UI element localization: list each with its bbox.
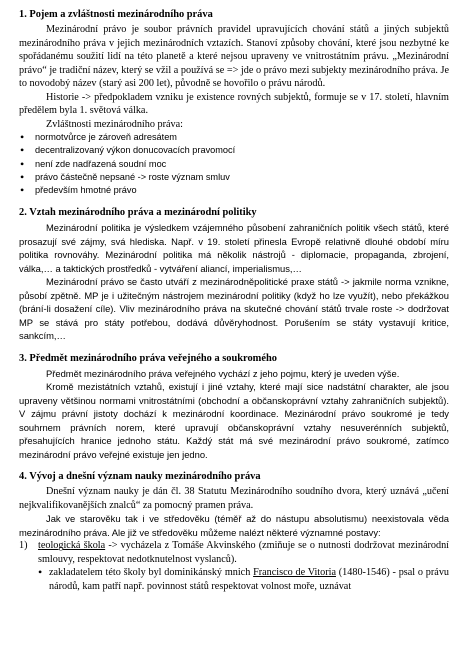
section-2-paragraph-2: Mezinárodní právo se často utváří z mezinárodněpolitické praxe států -> jakmile norma vznikne, působí zpětně. MP je i užitečným nástrojem mezinárodní politiky (když ho lze využít), nebo překážkou (brání-li dosažení cíle). Vliv mezinárodního práva na skutečné chování států trvale roste -> dodržovat MP se stává pro státy potřebou, dodává důvěryhodnost. Porušením se státy vystavují kritice, sankcím,… <box>19 276 449 342</box>
section-2 <box>19 206 449 343</box>
section-3-paragraph-2: Kromě mezistátních vztahů, existují i jiné vztahy, které mají sice nadstátní charakter, ale jsou upraveny většinou normami vnitrostátními (obchodní a občanskoprávní vztahy zahraničních subjektů). V zájmu právní jistoty dochází k mezinárodní koordinace. Mezinárodní právo soukromé je tedy souhrnem právních norem, které upravují občanskoprávní vztahy nesuverénních subjektů, přesahujících hranice jednoho státu. Každý stát má své mezinárodní právo soukromé, zatímco mezinárodní právo veřejné existuje jen jedno. <box>19 381 449 460</box>
sub-item-text: (1480-1546) - psal o právu národů, kam patří např. povinnost států respektovat volnost moře, uznávat <box>49 567 450 592</box>
section-3 <box>19 352 449 462</box>
section-1-heading: 1. Pojem a zvláštnosti mezinárodního práva <box>19 9 213 20</box>
section-2-paragraph-1: Mezinárodní politika je výsledkem vzájemného působení zahraničních politik všech států, které prosazují své zájmy, svá hlediska. Např. v 19. století přinesla Evropě relativně dlouhé období míru politika rovnováhy. Mezinárodní politika má několik nástrojů - diplomacie, propaganda, zbrojení, válka,… a taktických prostředků - vytváření aliancí, imperialismus,… <box>19 222 449 274</box>
section-4-numbered-list <box>19 539 449 593</box>
section-4-heading: 4. Vývoj a dnešní význam nauky mezinárodního práva <box>19 471 261 483</box>
section-1-bullet-list <box>19 131 449 197</box>
section-1 <box>19 8 449 197</box>
section-1-paragraph-1: Mezinárodní právo je soubor právních pravidel upravujících chování států a jiných subjektů mezinárodního práva v jejich mezinárodních vztazích. Stanoví způsoby chování, které jsou nezbytné ke spořádanému soužití lidí na této planetě a které nejsou upraveny ve vnitrostátním právu. „Mezinárodní právo“ je tradiční název, který se vžil a používá se => jde o právo mezi subjekty mezinárodního práva. Je to novodobý název (starý asi 200 let), původně se hovořilo o právu národů. <box>19 24 449 89</box>
list-item: • decentralizovaný výkon donucovacích pravomocí <box>19 144 449 157</box>
sub-bullet-list <box>38 566 449 593</box>
section-1-paragraph-3: Zvláštnosti mezinárodního práva: <box>46 118 183 130</box>
list-item <box>38 566 449 593</box>
numbered-item-marker: 1) <box>19 540 28 552</box>
numbered-item-text: -> vycházela z Tomáše Akvinského (zmiňuje se o nutnosti dodržovat mezinárodní smlouvy, respektovat nedotknutelnost vyslanců). <box>38 540 449 565</box>
list-item: • normotvůrce je zároveň adresátem <box>19 131 449 144</box>
term-teologicka-skola: teologická škola <box>38 540 106 552</box>
section-2-heading: 2. Vztah mezinárodního práva a mezinárodní politiky <box>19 207 257 219</box>
list-item: • především hmotné právo <box>19 184 449 197</box>
sub-item-prefix: zakladatelem této školy byl dominikánský mnich <box>49 567 254 579</box>
section-3-paragraph-1: Předmět mezinárodního práva veřejného vychází z jeho pojmu, který je uveden výše. <box>46 367 400 379</box>
list-item: • není zde nadřazená soudní moc <box>19 158 449 171</box>
section-1-paragraph-2: Historie -> předpokladem vzniku je existence rovných subjektů, formuje se v 17. století, hlavním předělem byla 1. světová válka. <box>19 91 449 116</box>
list-item: • právo částečně nepsané -> roste význam smluv <box>19 171 449 184</box>
section-4 <box>19 470 449 593</box>
section-3-heading: 3. Předmět mezinárodního práva veřejného a soukromého <box>19 352 277 364</box>
section-4-paragraph-2: Jak ve starověku tak i ve středověku (téměř až do nástupu absolutismu) neexistovala věda mezinárodního práva. Ale již ve středověku můžeme nalézt některé významné postavy: <box>19 513 449 538</box>
person-name: Francisco de Vitoria <box>253 567 336 579</box>
numbered-item <box>19 539 449 593</box>
section-4-paragraph-1: Dnešní význam nauky je dán čl. 38 Statutu Mezinárodního soudního dvora, který uznává „učení nejkvalifikovanějších znalců“ za pomocný pramen práva. <box>19 486 449 511</box>
